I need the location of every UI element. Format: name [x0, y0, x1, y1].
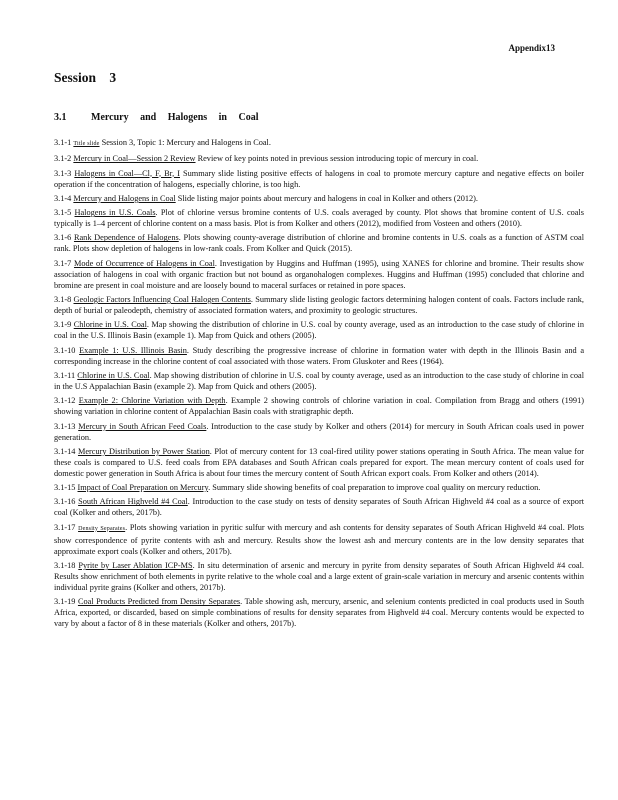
list-item [54, 153, 584, 164]
entry-number: 3.1-18 [54, 561, 76, 571]
entry-description: . In situ determination of arsenic and mercury in pyrite from density separates of South African Highveld #4 coal. Results show enrichment of both elements in pyrite relative to the whole coal and a large extent of grain-scale variation in mercury and arsenic contents within individual pyrite grains (Kolker and others, 2017b). [54, 561, 584, 593]
entry-description: . Plots showing variation in pyritic sulfur with mercury and ash contents for density separates of South African Highveld #4 coal. Plots show correspondence of pyrite contents with ash and mercury. Results show the lowest ash and mercury contents are in the low density separates that approximate export coals (Kolker and others, 2017b). [54, 522, 584, 556]
entry-description: . Plot of mercury content for 13 coal-fired utility power stations operating in South Africa. The mean value for these coals is compared to U.S. feed coals from EPA databases and South African coals prepared for export. The mean mercury content of coals used for domestic power generation in South Africa is about four times the mercury content of South African export coals. From Kolker and others (2014). [54, 446, 584, 478]
list-item [54, 596, 584, 629]
list-item [54, 522, 584, 557]
list-item [54, 482, 584, 493]
entry-number: 3.1-10 [54, 345, 76, 355]
entry-link[interactable]: Chlorine in U.S. Coal [77, 370, 150, 380]
entry-number: 3.1-17 [54, 522, 76, 532]
entry-link[interactable]: Example 2: Chlorine Variation with Depth [78, 396, 226, 406]
entry-list [54, 137, 584, 633]
entry-description: . Plot of chlorine versus bromine contents of U.S. coals averaged by county. Plot shows that bromine content of U.S. coals typically is 1–4 percent of chlorine content on a mass basis. Plot is from Kolker and others (2012), modified from Vosteen and others (2010). [54, 208, 584, 229]
entry-description: Summary slide listing positive effects of halogens in coal to promote mercury capture and negative effects on boiler operation if the concentration of halogens, especially chlorine, is too high. [54, 168, 584, 189]
entry-number: 3.1-5 [54, 208, 72, 218]
entry-number: 3.1-1 [54, 138, 72, 147]
entry-description: . Map showing distribution of chlorine in U.S. coal by county average, used as an introduction to the case study of chlorine in coal in the U.S Appalachian Basin (example 2). Map from Quick and others (2005). [54, 370, 584, 391]
entry-description: Review of key points noted in previous session introducing topic of mercury in coal. [195, 154, 479, 164]
entry-link[interactable]: Halogens in U.S. Coals [74, 208, 156, 218]
list-item [54, 294, 584, 316]
entry-description: . Summary slide listing geologic factors determining halogen content of coals. Factors include rank, depth of burial or paleodepth, chemistry of associated formation waters, and proximity to geologic structures. [54, 295, 584, 316]
entry-number: 3.1-14 [54, 446, 76, 456]
entry-description: Slide listing major points about mercury and halogens in coal in Kolker and others (2012). [175, 193, 479, 203]
entry-number: 3.1-8 [54, 295, 72, 305]
entry-number: 3.1-3 [54, 168, 72, 178]
entry-number: 3.1-2 [54, 154, 72, 164]
entry-description: . Plots showing county-average distribution of chlorine and bromine contents in U.S. coals as a function of ASTM coal rank. Plots show depletion of halogens in low-rank coals. From Kolker and Quick (2015). [54, 233, 585, 254]
list-item [54, 446, 584, 479]
entry-link[interactable]: Title slide [73, 141, 100, 147]
entry-description: . Investigation by Huggins and Huffman (1995), using XANES for chlorine and bromine. Their results show association of halogens in coal with organic fraction but not bound as organohalogen complexes. Huggins and Huffman (1995) concluded that chlorine and bromine are present in coal moisture and are loosely bound to maceral surfaces or retained in pore spaces. [54, 258, 585, 290]
section-title: Mercury and Halogens in Coal [91, 112, 259, 123]
section-heading [54, 112, 258, 123]
entry-number: 3.1-11 [54, 370, 76, 380]
entry-description: . Table showing ash, mercury, arsenic, and selenium contents predicted in coal products used in South Africa, exported, or discarded, based on simple combinations of results for density separates from Highveld #4 coal. Mercury contents would be expected to vary by about a factor of 8 in these materials (Kolker and others, 2017b). [54, 597, 585, 629]
entry-link[interactable]: Pyrite by Laser Ablation ICP-MS [78, 561, 193, 571]
entry-description: Session 3, Topic 1: Mercury and Halogens in Coal. [99, 138, 271, 147]
list-item [54, 168, 584, 190]
entry-description: . Summary slide showing benefits of coal preparation to improve coal quality on mercury reduction. [208, 483, 541, 493]
entry-number: 3.1-12 [54, 396, 76, 406]
list-item [54, 496, 584, 518]
list-item [54, 258, 584, 291]
list-item [54, 370, 584, 392]
session-heading: Session 3 [54, 70, 117, 85]
entry-number: 3.1-6 [54, 233, 72, 243]
entry-link[interactable]: South African Highveld #4 Coal [78, 497, 188, 507]
entry-link[interactable]: Rank Dependence of Halogens [73, 233, 179, 243]
entry-link[interactable]: Mercury in South African Feed Coals [78, 421, 207, 431]
entry-number: 3.1-19 [54, 597, 76, 607]
entry-link[interactable]: Mercury Distribution by Power Station [77, 446, 210, 456]
entry-number: 3.1-16 [54, 497, 76, 507]
entry-description: . Study describing the progressive increase of chlorine in formation water with depth in the Illinois Basin and a corresponding increase in the chlorine content of coal associated with those waters. From Gluskoter and Rees (1964). [54, 345, 584, 366]
entry-link[interactable]: Coal Products Predicted from Density Separates [77, 597, 241, 607]
entry-link[interactable]: Mode of Occurrence of Halogens in Coal [73, 258, 215, 268]
entry-link[interactable]: Impact of Coal Preparation on Mercury [77, 483, 209, 493]
entry-number: 3.1-9 [54, 320, 72, 330]
list-item [54, 137, 584, 150]
appendix-label: Appendix13 [508, 43, 555, 53]
list-item [54, 560, 584, 593]
entry-link[interactable]: Geologic Factors Influencing Coal Halogen Contents [73, 295, 251, 305]
entry-description: . Example 2 showing controls of chlorine variation in coal. Compilation from Bragg and others (1991) showing variation in chlorine content of Appalachian Basin coals with stratigraphic depth. [54, 396, 584, 417]
list-item [54, 421, 584, 443]
entry-link[interactable]: Example 1: U.S. Illinois Basin [79, 345, 187, 355]
entry-link[interactable]: Mercury and Halogens in Coal [73, 193, 176, 203]
list-item [54, 345, 584, 367]
entry-description: . Introduction to the case study on tests of density separates of South African Highveld #4 coal as a source of export coal (Kolker and others, 2017b). [54, 497, 585, 518]
entry-link[interactable]: Mercury in Coal—Session 2 Review [73, 154, 196, 164]
entry-link[interactable]: Density Separates [78, 525, 126, 532]
entry-number: 3.1-4 [54, 193, 72, 203]
entry-link[interactable]: Halogens in Coal—Cl, F, Br, I [74, 168, 180, 178]
list-item [54, 232, 584, 254]
entry-description: . Introduction to the case study by Kolker and others (2014) for mercury in South African coals used in power generation. [54, 421, 585, 442]
section-number: 3.1 [54, 112, 67, 123]
entry-number: 3.1-13 [54, 421, 76, 431]
list-item [54, 207, 584, 229]
list-item [54, 193, 584, 204]
list-item [54, 319, 584, 341]
entry-link[interactable]: Chlorine in U.S. Coal [73, 320, 147, 330]
entry-number: 3.1-15 [54, 483, 76, 493]
entry-number: 3.1-7 [54, 258, 72, 268]
list-item [54, 395, 584, 417]
entry-description: . Map showing the distribution of chlorine in U.S. coal by county average, used as an introduction to the case study of chlorine in coal in the U.S. Illinois Basin (example 1). Map from Quick and others (2005). [54, 320, 585, 341]
